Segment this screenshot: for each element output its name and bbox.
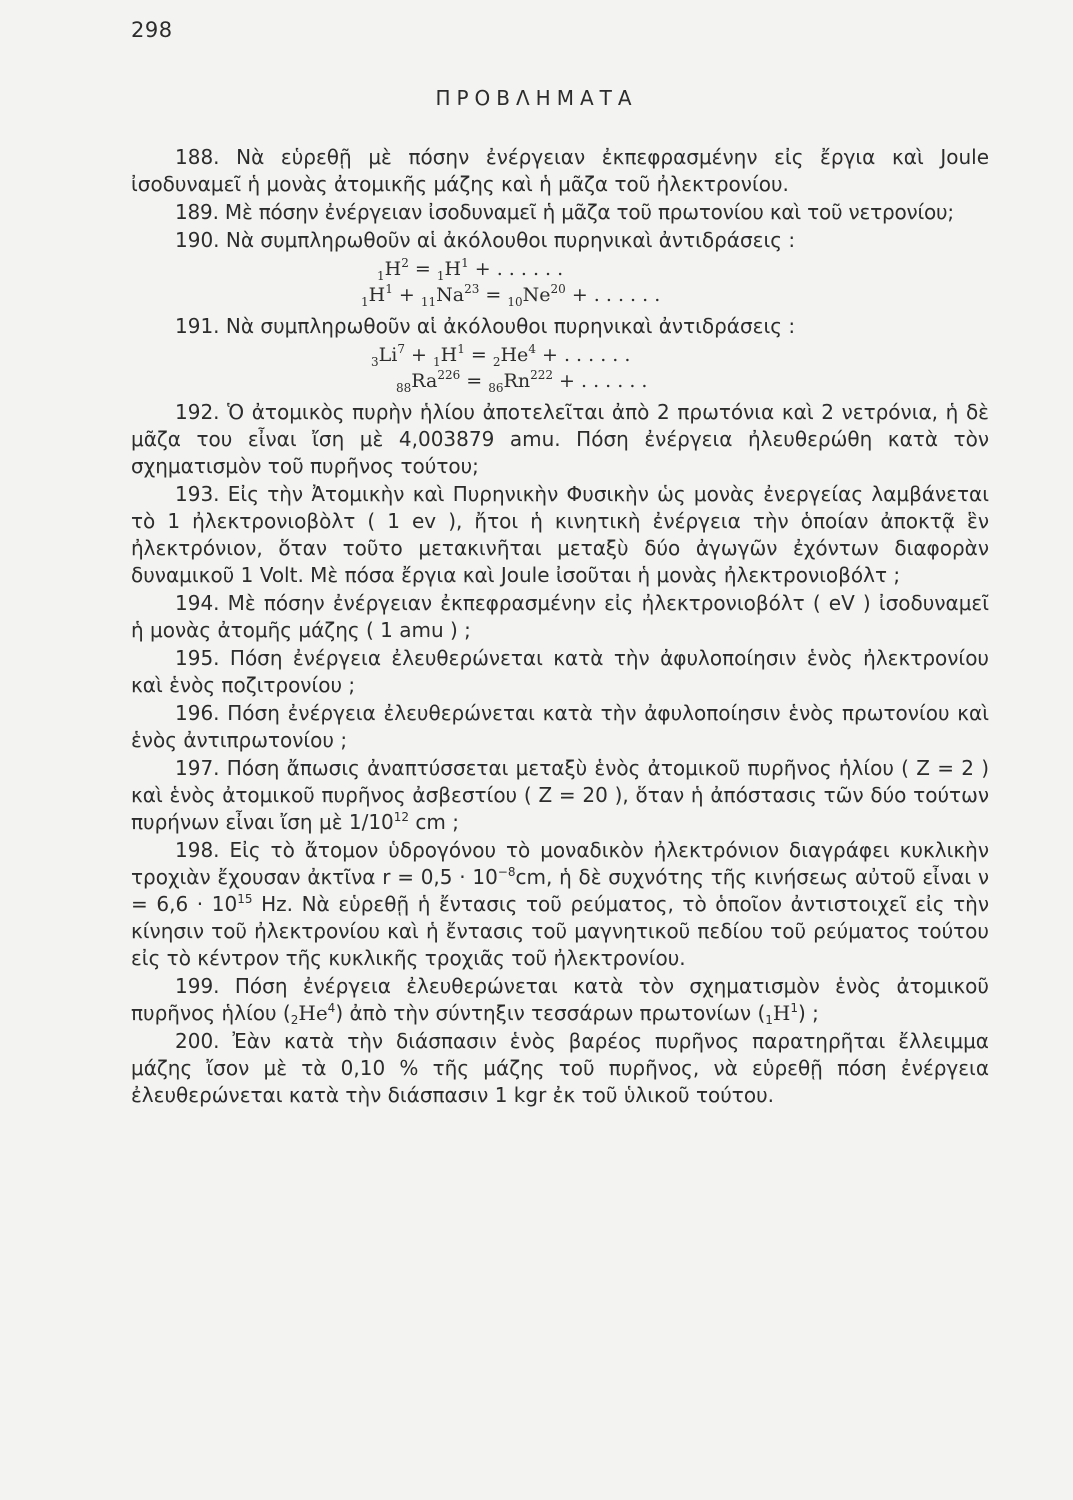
page-number: 298	[131, 18, 173, 42]
problem-192: 192. Ὁ ἀτομικὸς πυρὴν ἡλίου ἀποτελεῖται ἀπὸ 2 πρωτόνια καὶ 2 νετρόνια, ἡ δὲ μᾶζα του εἶναι ἴση μὲ 4,003879 amu. Πόση ἐνέργεια ἠλευθερώθη κατὰ τὸν σχηματισμὸν τοῦ πυρῆνος τούτου;	[131, 400, 989, 478]
problem-189: 189. Μὲ πόσην ἐνέργειαν ἰσοδυναμεῖ ἡ μᾶζα τοῦ πρωτονίου καὶ τοῦ νετρονίου;	[175, 200, 954, 224]
equations-190	[131, 257, 989, 309]
equations-191	[131, 343, 989, 395]
problem-198: 198. Εἰς τὸ ἄτομον ὑδρογόνου τὸ μοναδικὸν ἠλεκτρόνιον διαγράφει κυκλικὴν τροχιὰν ἔχουσαν ἀκτῖνα $r = 0,5 \cdot 10^{-8}cm$, ἡ δὲ συχνότης τῆς κινήσεως αὐτοῦ εἶναι $\nu = 6,6 \cdot 10^{15}$ Hz. Νὰ εὑρεθῇ ἡ ἔντασις τοῦ ρεύματος, τὸ ὁποῖον ἀντιστοιχεῖ εἰς τὴν κίνησιν τοῦ ἠλεκτρονίου καὶ ἡ ἔντασις τοῦ μαγνητικοῦ πεδίου τοῦ ρεύματος τούτου εἰς τὸ κέντρον τῆς κυκλικῆς τροχιᾶς τοῦ ἠλεκτρονίου.	[131, 838, 989, 970]
problem-197: 197. Πόση ἄπωσις ἀναπτύσσεται μεταξὺ ἑνὸς ἀτομικοῦ πυρῆνος ἡλίου ( Z = 2 ) καὶ ἑνὸς ἀτομικοῦ πυρῆνος ἀσβεστίου ( Z = 20 ), ὅταν ἡ ἀπόστασις τῶν δύο τούτων πυρήνων εἶναι ἴση μὲ $1/10^{12}$ cm ;	[131, 756, 989, 834]
equation-191-1: $_3Li^7 + _1H^1 = _2He^4$ + . . . . . .	[371, 342, 631, 369]
problem-195: 195. Πόση ἐνέργεια ἐλευθερώνεται κατὰ τὴν ἀφυλοποίησιν ἑνὸς ἠλεκτρονίου καὶ ἑνὸς ποζιτρονίου ;	[131, 646, 989, 697]
problem-199: 199. Πόση ἐνέργεια ἐλευθερώνεται κατὰ τὸν σχηματισμὸν ἑνὸς ἀτομικοῦ πυρῆνος ἡλίου $(_2He^4)$ ἀπὸ τὴν σύντηξιν τεσσάρων πρωτονίων $(_1H^1)$ ;	[131, 974, 989, 1027]
problem-190: 190. Νὰ συμπληρωθοῦν αἱ ἀκόλουθοι πυρηνικαὶ ἀντιδράσεις :	[175, 228, 796, 252]
problem-191: 191. Νὰ συμπληρωθοῦν αἱ ἀκόλουθοι πυρηνικαὶ ἀντιδράσεις :	[175, 314, 796, 338]
equation-191-2: $_{88}Ra^{226} = _{86}Rn^{222}$ + . . . . . .	[396, 368, 648, 395]
equation-190-2: $_1H^1 + _{11}Na^{23} = _{10}Ne^{20}$ + . . . . . .	[361, 282, 661, 309]
equation-190-1: $_1H^2 = _1H^1$ + . . . . . .	[377, 256, 564, 283]
problem-194: 194. Μὲ πόσην ἐνέργειαν ἐκπεφρασμένην εἰς ἠλεκτρονιοβόλτ ( eV ) ἰσοδυναμεῖ ἡ μονὰς ἀτομῆς μάζης ( 1 amu ) ;	[131, 591, 989, 642]
problems-list	[131, 144, 989, 1110]
problem-193: 193. Εἰς τὴν Ἀτομικὴν καὶ Πυρηνικὴν Φυσικὴν ὡς μονὰς ἐνεργείας λαμβάνεται τὸ 1 ἠλεκτρονιοβὸλτ ( 1 ev ), ἤτοι ἡ κινητικὴ ἐνέργεια τὴν ὁποίαν ἀποκτᾷ ἓν ἠλεκτρόνιον, ὅταν τοῦτο μετακινῆται μεταξὺ δύο ἀγωγῶν ἐχόντων διαφορὰν δυναμικοῦ 1 Volt. Μὲ πόσα ἔργια καὶ Joule ἰσοῦται ἡ μονὰς ἠλεκτρονιοβόλτ ;	[131, 482, 989, 587]
problem-188: 188. Νὰ εὑρεθῇ μὲ πόσην ἐνέργειαν ἐκπεφρασμένην εἰς ἔργια καὶ Joule ἰσοδυναμεῖ ἡ μονὰς ἀτομικῆς μάζης καὶ ἡ μᾶζα τοῦ ἠλεκτρονίου.	[131, 145, 989, 196]
problem-200: 200. Ἐὰν κατὰ τὴν διάσπασιν ἑνὸς βαρέος πυρῆνος παρατηρῆται ἔλλειμμα μάζης ἴσον μὲ τὰ 0,10 % τῆς μάζης τοῦ πυρῆνος, νὰ εὑρεθῇ πόση ἐνέργεια ἐλευθερώνεται κατὰ τὴν διάσπασιν 1 kgr ἐκ τοῦ ὑλικοῦ τούτου.	[131, 1029, 989, 1107]
problem-196: 196. Πόση ἐνέργεια ἐλευθερώνεται κατὰ τὴν ἀφυλοποίησιν ἑνὸς πρωτονίου καὶ ἑνὸς ἀντιπρωτονίου ;	[131, 701, 989, 752]
page-title: ΠΡΟΒΛΗΜΑΤΑ	[435, 86, 638, 110]
